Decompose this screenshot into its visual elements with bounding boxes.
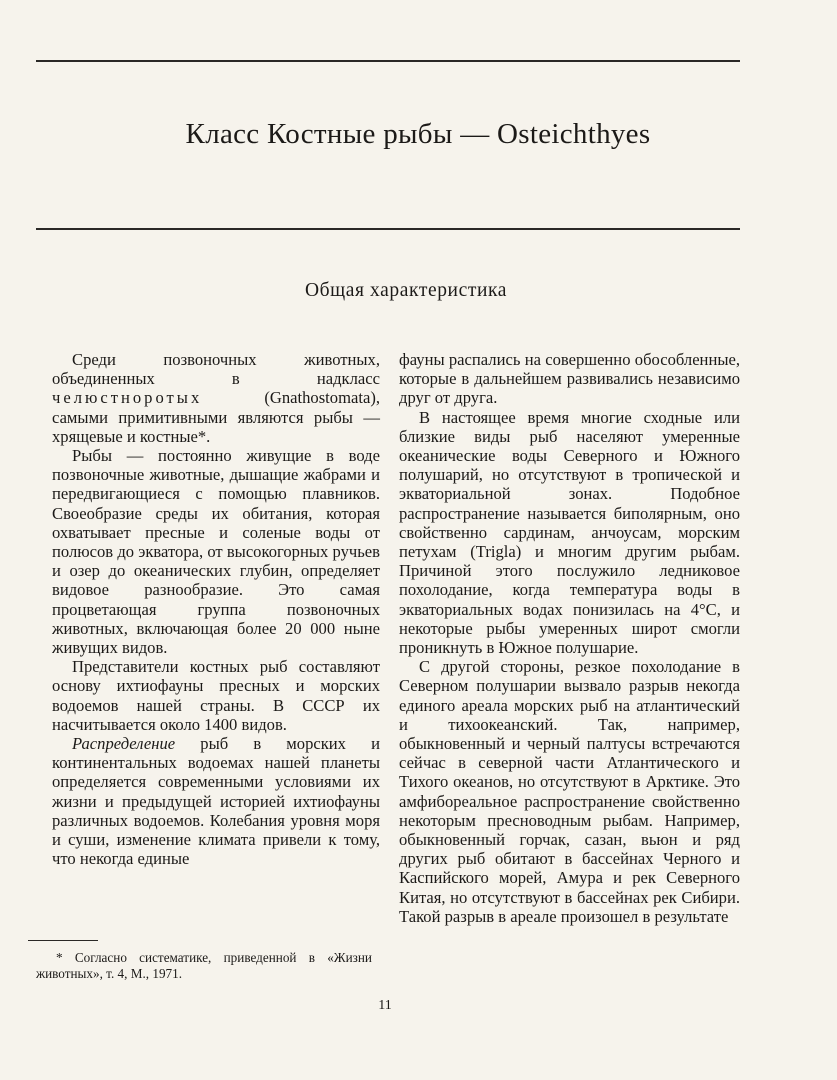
paragraph: фауны распались на совершенно обособленные, которые в дальнейшем развивались независимо друг от друга. bbox=[399, 350, 740, 408]
right-column bbox=[399, 350, 740, 926]
paragraph: Среди позвоночных животных, объединенных в надкласс челюстноротых (Gnathostomata), самыми примитивными являются рыбы — хрящевые и костные*. bbox=[52, 350, 380, 446]
top-rule bbox=[36, 60, 740, 62]
italic-term: Распределение bbox=[72, 734, 176, 754]
left-column bbox=[52, 350, 380, 868]
bottom-rule bbox=[36, 228, 740, 230]
section-title: Общая характеристика bbox=[304, 280, 508, 301]
paragraph: Распределение рыб в морских и континентальных водоемах нашей планеты определяется современными условиями их жизни и предыдущей историей ихтиофауны различных водоемов. Колебания уровня моря и суши, изменение климата привели к тому, что некогда единые bbox=[52, 734, 380, 869]
class-title: Класс Костные рыбы — Osteichthyes bbox=[185, 118, 651, 150]
paragraph: Представители костных рыб составляют основу ихтиофауны пресных и морских водоемов нашей страны. В СССР их насчитывается около 1400 видов. bbox=[52, 657, 380, 734]
footnote-rule bbox=[28, 940, 98, 941]
paragraph: Рыбы — постоянно живущие в воде позвоночные животные, дышащие жабрами и передвигающиеся с помощью плавников. Своеобразие среды их обитания, которая охватывает пресные и соленые воды от полюсов до экватора, от высокогорных ручьев и озер до океанических глубин, определяет видовое разнообразие. Это самая процветающая группа позвоночных животных, включающая более 20 000 ныне живущих видов. bbox=[52, 446, 380, 658]
paragraph: С другой стороны, резкое похолодание в Северном полушарии вызвало разрыв некогда единого ареала морских рыб на атлантический и тихоокеанский. Так, например, обыкновенный и черный палтусы встречаются сейчас в северной части Атлантического и Тихого океанов, но отсутствуют в Арктике. Это амфибореальное распространение свойственно некоторым пресноводным рыбам. Например, обыкновенный горчак, сазан, вьюн и ряд других рыб обитают в бассейнах Черного и Каспийского морей, Амура и рек Северного Китая, но отсутствуют в бассейнах рек Сибири. Такой разрыв в ареале произошел в результате bbox=[399, 657, 740, 926]
footnote: * Согласно систематике, приведенной в «Жизни животных», т. 4, М., 1971. bbox=[36, 950, 372, 981]
page-number: 11 bbox=[378, 998, 392, 1013]
spaced-term: челюстноротых bbox=[52, 388, 203, 408]
paragraph: В настоящее время многие сходные или близкие виды рыб населяют умеренные океанические воды Северного и Южного полушарий, но отсутствуют в тропической и экваториальной зонах. Подобное распространение называется биполярным, оно свойственно сардинам, анчоусам, морским петухам (Trigla) и многим другим рыбам. Причиной этого послужило ледниковое похолодание, когда температура воды в экваториальных водах понизилась на 4°С, и некоторые рыбы умеренных широт смогли проникнуть в Южное полушарие. bbox=[399, 407, 740, 658]
